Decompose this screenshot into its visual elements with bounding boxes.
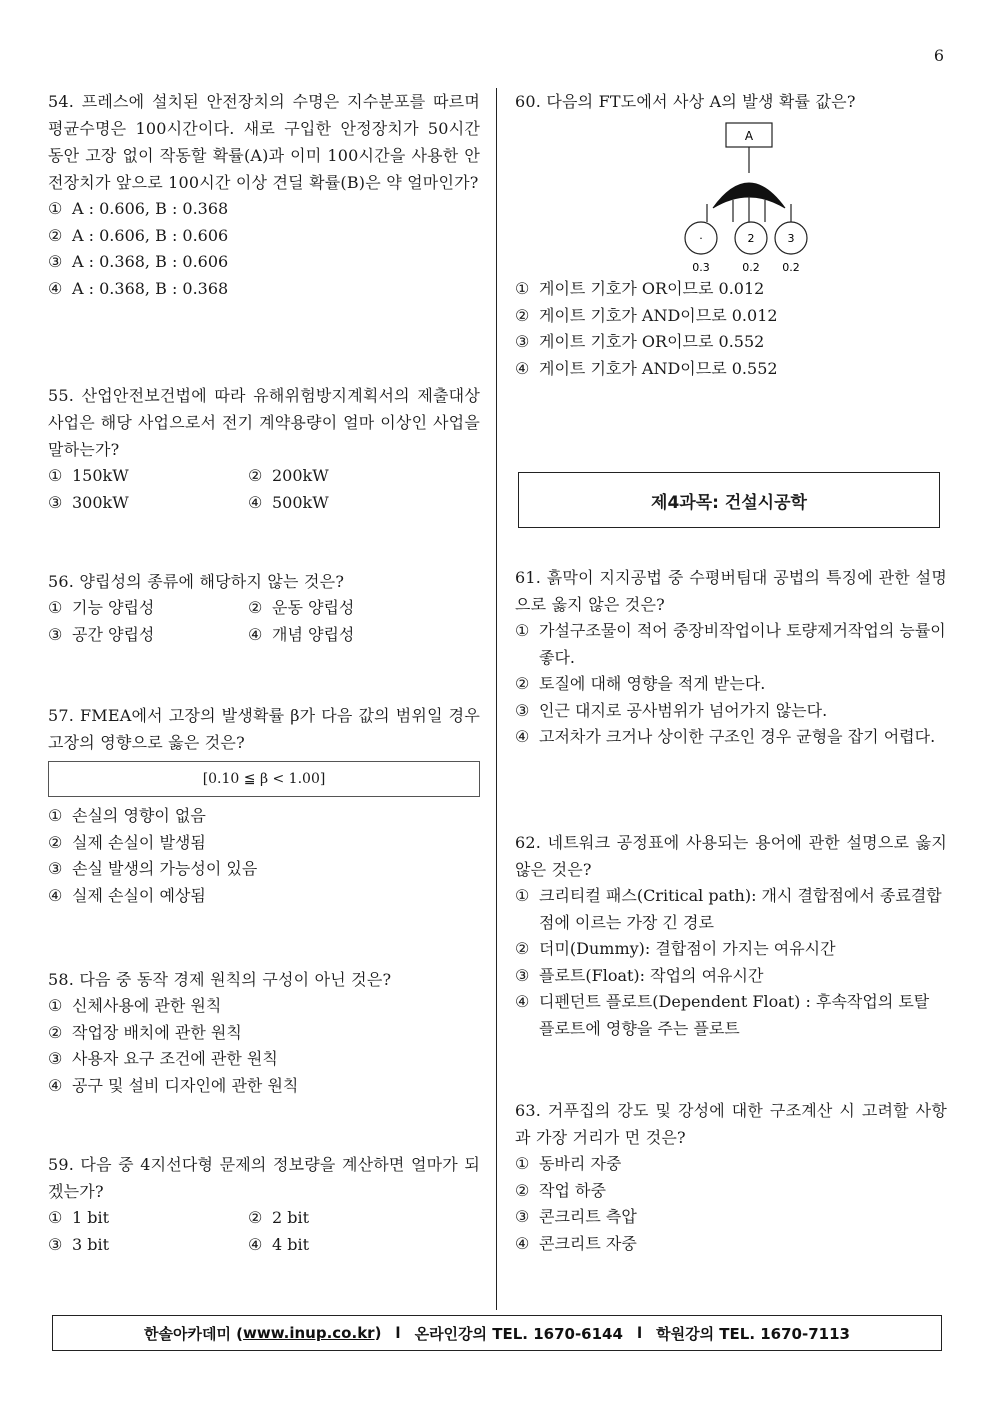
- option-1[interactable]: ① 가설구조물이 적어 중장비작업이나 토량제거작업의 능률이 좋다.: [515, 621, 946, 667]
- footer-online-tel: 온라인강의 TEL. 1670-6144: [414, 1324, 623, 1343]
- option-1[interactable]: ① A : 0.606, B : 0.368: [48, 199, 229, 218]
- option-4[interactable]: ④ 게이트 기호가 AND이므로 0.552: [515, 358, 778, 378]
- event-1-prob: 0.3: [692, 261, 710, 274]
- option-2[interactable]: ② 더미(Dummy): 결합점이 가지는 여유시간: [515, 939, 836, 958]
- question-63: [515, 1097, 947, 1257]
- footer-separator: l: [636, 1324, 643, 1342]
- option-1[interactable]: ① 손실의 영향이 없음: [48, 806, 206, 825]
- footer-box: [52, 1315, 942, 1351]
- option-3[interactable]: ③ 3 bit: [48, 1234, 110, 1254]
- question-stem: 61. 흙막이 지지공법 중 수평버팀대 공법의 특징에 관한 설명으로 옳지 않은 것은?: [515, 568, 947, 614]
- option-1[interactable]: ① 동바리 자중: [515, 1154, 622, 1173]
- event-2-label: 2: [747, 232, 755, 245]
- option-3[interactable]: ③ 사용자 요구 조건에 관한 원칙: [48, 1049, 278, 1068]
- option-4[interactable]: ④ 실제 손실이 예상됨: [48, 885, 206, 905]
- option-1[interactable]: ① 1 bit: [48, 1208, 110, 1227]
- option-4[interactable]: ④ 개념 양립성: [248, 624, 355, 644]
- question-58: [48, 966, 480, 1099]
- option-1[interactable]: ① 크리티컬 패스(Critical path): 개시 결합점에서 종료결합점에 이르는 가장 긴 경로: [515, 886, 942, 932]
- question-stem: 54. 프레스에 설치된 안전장치의 수명은 지수분포를 따르며 평균수명은 100시간이다. 새로 구입한 안정장치가 50시간 동안 고장 없이 작동할 확률(A)과 이미 100시간을 사용한 안전장치가 앞으로 100시간 이상 견딜 확률(B)은 약 얼마인가?: [48, 92, 480, 192]
- question-55: [48, 382, 480, 516]
- top-event-label: A: [744, 129, 754, 143]
- question-61: [515, 564, 947, 751]
- option-3[interactable]: ③ 콘크리트 측압: [515, 1207, 637, 1226]
- option-4[interactable]: ④ 공구 및 설비 디자인에 관한 원칙: [48, 1075, 299, 1095]
- question-56: [48, 568, 480, 648]
- option-4[interactable]: ④ 디펜던트 플로트(Dependent Float) : 후속작업의 토탈 플로트에 영향을 주는 플로트: [515, 992, 930, 1038]
- option-3[interactable]: ③ 인근 대지로 공사범위가 넘어가지 않는다.: [515, 700, 828, 720]
- option-1[interactable]: ① 신체사용에 관한 원칙: [48, 996, 222, 1015]
- option-2[interactable]: ② 게이트 기호가 AND이므로 0.012: [515, 305, 778, 325]
- question-57: [48, 702, 480, 909]
- option-3[interactable]: ③ 공간 양립성: [48, 624, 155, 644]
- formula-box: [0.10 ≦ β < 1.00]: [48, 761, 480, 797]
- question-59: [48, 1151, 480, 1258]
- option-4[interactable]: ④ 500kW: [248, 492, 329, 512]
- subject-title-box: 제4과목: 건설시공학: [518, 472, 940, 528]
- option-4[interactable]: ④ 고저차가 크거나 상이한 구조인 경우 균형을 잡기 어렵다.: [515, 727, 936, 746]
- event-2-prob: 0.2: [742, 261, 760, 274]
- option-1[interactable]: ① 기능 양립성: [48, 598, 155, 617]
- fault-tree-diagram: [675, 118, 815, 278]
- event-1-label: ·: [699, 232, 703, 245]
- option-2[interactable]: ② 작업장 배치에 관한 원칙: [48, 1022, 242, 1042]
- option-4[interactable]: ④ 콘크리트 자중: [515, 1233, 637, 1253]
- option-3[interactable]: ③ 300kW: [48, 492, 129, 512]
- option-2[interactable]: ② 운동 양립성: [248, 598, 355, 617]
- question-60: [515, 88, 947, 388]
- event-3-label: 3: [787, 232, 795, 245]
- option-1[interactable]: ① 150kW: [48, 466, 129, 485]
- footer-paren: ): [374, 1324, 382, 1342]
- question-stem: 58. 다음 중 동작 경제 원칙의 구성이 아닌 것은?: [48, 970, 392, 989]
- question-62: [515, 829, 947, 1042]
- option-3[interactable]: ③ 플로트(Float): 작업의 여유시간: [515, 965, 764, 985]
- option-2[interactable]: ② 2 bit: [248, 1208, 310, 1227]
- column-divider: [496, 88, 497, 1310]
- option-2[interactable]: ② 실제 손실이 발생됨: [48, 832, 206, 852]
- option-2[interactable]: ② 200kW: [248, 466, 329, 485]
- option-4[interactable]: ④ 4 bit: [248, 1234, 310, 1254]
- question-stem: 63. 거푸집의 강도 및 강성에 대한 구조계산 시 고려할 사항과 가장 거리가 먼 것은?: [515, 1101, 947, 1147]
- question-stem: 60. 다음의 FT도에서 사상 A의 발생 확률 값은?: [515, 92, 856, 111]
- question-stem: 59. 다음 중 4지선다형 문제의 정보량을 계산하면 얼마가 되겠는가?: [48, 1155, 480, 1201]
- option-2[interactable]: ② 작업 하중: [515, 1180, 606, 1200]
- option-4[interactable]: ④ A : 0.368, B : 0.368: [48, 278, 229, 298]
- footer-academy: 한솔아카데미 (: [144, 1324, 244, 1343]
- question-stem: 56. 양립성의 종류에 해당하지 않는 것은?: [48, 572, 345, 591]
- option-2[interactable]: ② 토질에 대해 영향을 적게 받는다.: [515, 674, 766, 693]
- page-number: 6: [933, 46, 944, 65]
- footer-website-link[interactable]: www.inup.co.kr: [243, 1324, 375, 1342]
- option-3[interactable]: ③ 손실 발생의 가능성이 있음: [48, 859, 258, 878]
- option-1[interactable]: ① 게이트 기호가 OR이므로 0.012: [515, 279, 765, 298]
- option-3[interactable]: ③ 게이트 기호가 OR이므로 0.552: [515, 332, 765, 351]
- question-54: [48, 88, 480, 302]
- footer-offline-tel: 학원강의 TEL. 1670-7113: [656, 1324, 850, 1343]
- footer-separator: l: [395, 1324, 401, 1342]
- option-3[interactable]: ③ A : 0.368, B : 0.606: [48, 252, 229, 271]
- question-stem: 55. 산업안전보건법에 따라 유해위험방지계획서의 제출대상사업은 해당 사업으로서 전기 계약용량이 얼마 이상인 사업을 말하는가?: [48, 386, 480, 459]
- option-2[interactable]: ② A : 0.606, B : 0.606: [48, 225, 229, 245]
- question-stem: 62. 네트워크 공정표에 사용되는 용어에 관한 설명으로 옳지 않은 것은?: [515, 833, 947, 879]
- event-3-prob: 0.2: [782, 261, 800, 274]
- question-stem: 57. FMEA에서 고장의 발생확률 β가 다음 값의 범위일 경우 고장의 영향으로 옳은 것은?: [48, 706, 480, 752]
